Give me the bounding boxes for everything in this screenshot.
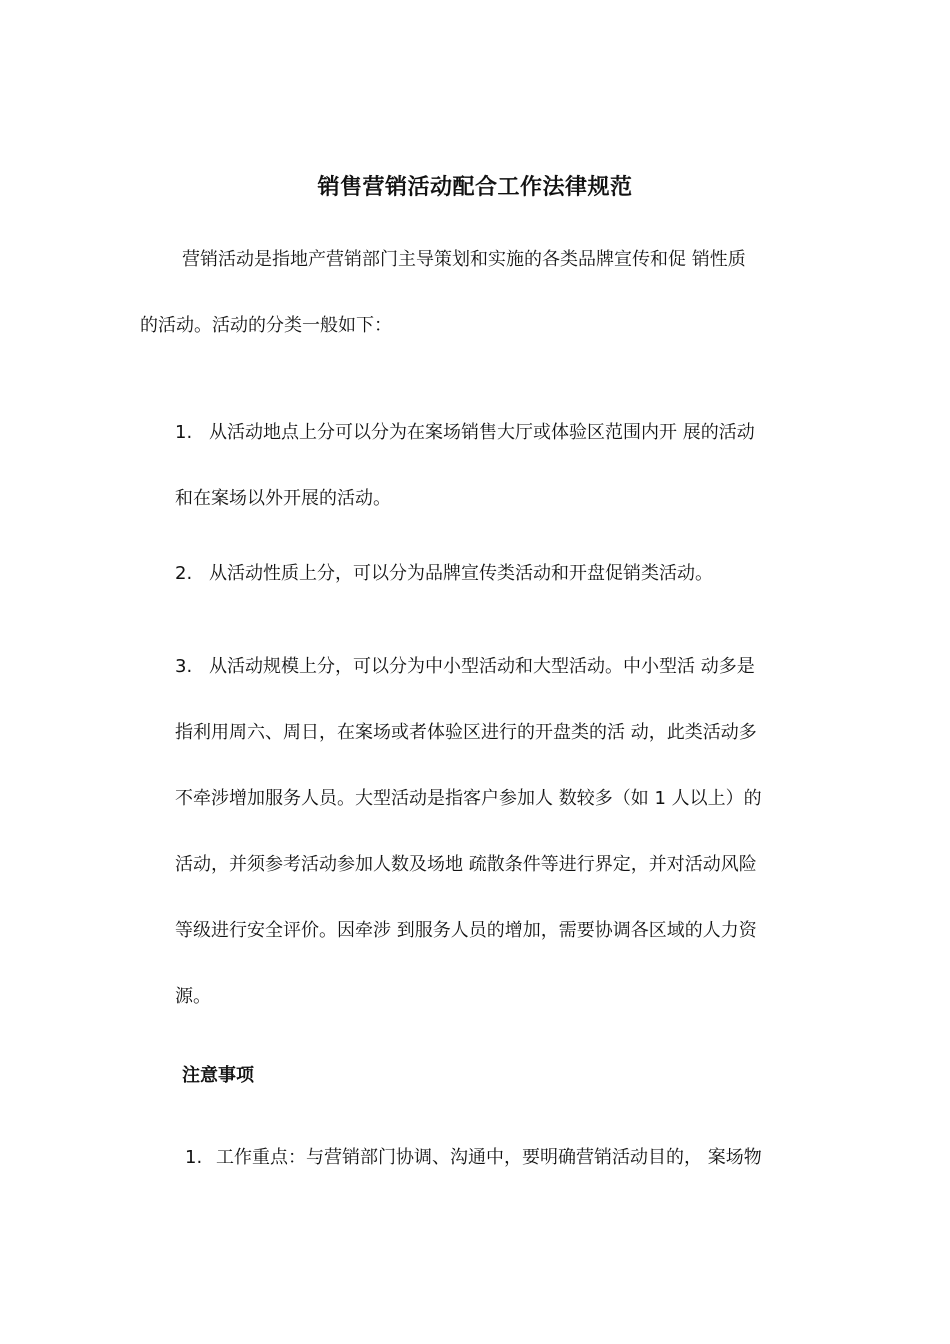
note-item-text: 工作重点：与营销部门协调、沟通中，要明确营销活动目的， 案场物: [216, 1147, 762, 1168]
note-item-1: [185, 1146, 762, 1170]
list-item-1: [175, 421, 755, 445]
list-item-1-cont: 和在案场以外开展的活动。: [175, 488, 391, 509]
list-item-number: 1.: [175, 422, 193, 443]
document-title: 销售营销活动配合工作法律规范: [317, 175, 633, 200]
list-item-text: 从活动性质上分，可以分为品牌宣传类活动和开盘促销类活动。: [209, 563, 713, 584]
list-item-3-cont: 等级进行安全评价。因牵涉 到服务人员的增加，需要协调各区域的人力资: [175, 920, 757, 941]
intro-line-1: 营销活动是指地产营销部门主导策划和实施的各类品牌宣传和促 销性质: [182, 249, 746, 270]
notes-heading: 注意事项: [182, 1065, 254, 1086]
list-item-text: 从活动规模上分，可以分为中小型活动和大型活动。中小型活 动多是: [209, 656, 755, 677]
list-item-text: 从活动地点上分可以分为在案场销售大厅或体验区范围内开 展的活动: [209, 422, 755, 443]
list-item-3: [175, 655, 755, 679]
list-item-3-cont: 指利用周六、周日，在案场或者体验区进行的开盘类的活 动，此类活动多: [175, 722, 757, 743]
note-item-number: 1.: [185, 1147, 203, 1168]
list-item-number: 3.: [175, 656, 193, 677]
list-item-3-cont: 活动，并须参考活动参加人数及场地 疏散条件等进行界定，并对活动风险: [175, 854, 757, 875]
intro-line-2: 的活动。活动的分类一般如下：: [140, 315, 392, 336]
list-item-2: [175, 562, 713, 586]
list-item-3-cont: 不牵涉增加服务人员。大型活动是指客户参加人 数较多（如 1 人以上）的: [175, 788, 762, 809]
list-item-number: 2.: [175, 563, 193, 584]
list-item-3-cont: 源。: [175, 986, 211, 1007]
